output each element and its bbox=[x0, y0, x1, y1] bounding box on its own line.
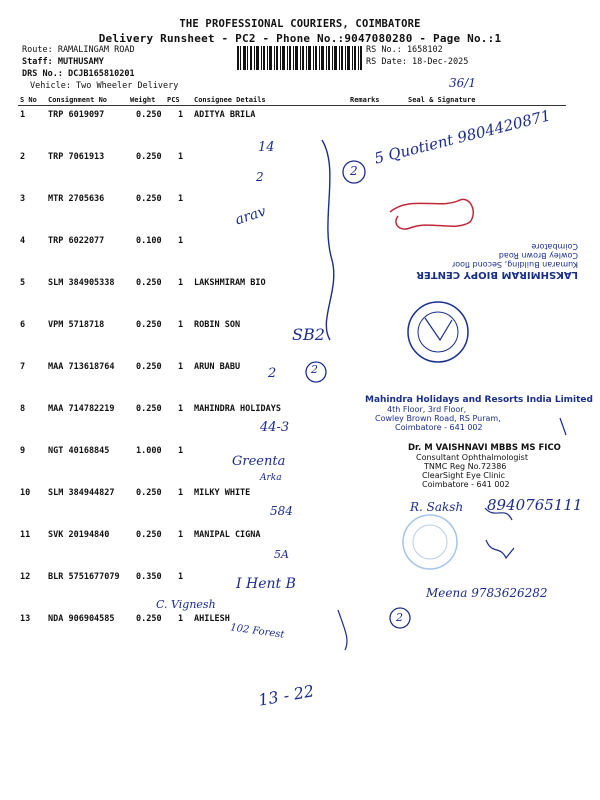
hw-row2: 14 bbox=[258, 140, 275, 155]
row-consignment: SLM 384905338 bbox=[48, 278, 115, 288]
row-sno: 10 bbox=[20, 488, 31, 498]
table-row bbox=[0, 362, 600, 376]
runsheet-subtitle: Delivery Runsheet - PC2 - Phone No.:9047080280 - Page No.:1 bbox=[98, 32, 502, 45]
hw-row7: 2 bbox=[268, 366, 277, 381]
row-sno: 11 bbox=[20, 530, 31, 540]
row-pcs: 1 bbox=[178, 152, 184, 162]
row-pcs: 1 bbox=[178, 362, 184, 372]
row-weight: 0.100 bbox=[136, 236, 162, 246]
row-consignment: MAA 714782219 bbox=[48, 404, 115, 414]
handwritten-count: 36/1 bbox=[449, 76, 476, 90]
hw-row12-sig: C. Vignesh bbox=[156, 598, 216, 611]
row-consignee: MILKY WHITE bbox=[194, 488, 251, 498]
row-consignee: AHILESH bbox=[194, 614, 230, 624]
row-pcs: 1 bbox=[178, 572, 184, 582]
row-consignee: MANIPAL CIGNA bbox=[194, 530, 261, 540]
hw-row1-note: 5 Quotient 9804420871 bbox=[372, 106, 553, 168]
row-pcs: 1 bbox=[178, 404, 184, 414]
row-consignee: LAKSHMIRAM BIO bbox=[194, 278, 266, 288]
row-consignment: MAA 713618764 bbox=[48, 362, 115, 372]
row-weight: 0.350 bbox=[136, 572, 162, 582]
row-pcs: 1 bbox=[178, 320, 184, 330]
row-weight: 0.250 bbox=[136, 194, 162, 204]
row-sno: 12 bbox=[20, 572, 31, 582]
col-consignee: Consignee Details bbox=[194, 96, 266, 104]
row-sno: 6 bbox=[20, 320, 26, 330]
hw-total: 13 - 22 bbox=[256, 681, 316, 710]
row-weight: 0.250 bbox=[136, 110, 162, 120]
row-consignee: ROBIN SON bbox=[194, 320, 241, 330]
table-row bbox=[0, 152, 600, 166]
row-consignee: ADITYA BRILA bbox=[194, 110, 256, 120]
row-weight: 0.250 bbox=[136, 488, 162, 498]
hw-row12: I Hent B bbox=[236, 576, 296, 592]
doctor-stamp: Dr. M VAISHNAVI MBBS MS FICO Consultant Ophthalmologist TNMC Reg No.72386 ClearSight Eye Clinic Coimbatore - 641 002 bbox=[408, 443, 561, 489]
row-sno: 2 bbox=[20, 152, 26, 162]
col-pcs: PCS bbox=[167, 96, 180, 104]
row-pcs: 1 bbox=[178, 110, 184, 120]
table-row bbox=[0, 614, 600, 628]
row-sno: 9 bbox=[20, 446, 26, 456]
rs-number: RS No.: 1658102 bbox=[366, 45, 443, 55]
table-row bbox=[0, 572, 600, 586]
row-pcs: 1 bbox=[178, 194, 184, 204]
hw-row3: arav bbox=[233, 203, 269, 229]
row-consignment: BLR 5751677079 bbox=[48, 572, 120, 582]
row-pcs: 1 bbox=[178, 236, 184, 246]
col-consignment: Consignment No bbox=[48, 96, 108, 104]
hw-row13-circle: 2 bbox=[396, 611, 403, 624]
row-sno: 4 bbox=[20, 236, 26, 246]
col-weight: Weight bbox=[130, 96, 156, 104]
row-consignment: SVK 20194840 bbox=[48, 530, 110, 540]
lakshmiram-stamp: LAKSHMIRAM BIOPY CENTER Kumaran Building, Second floor Cowley Brown Road Coimbatore bbox=[416, 242, 578, 280]
hw-row8: 44-3 bbox=[260, 420, 290, 435]
hw-row13: 102 Forest bbox=[229, 622, 286, 641]
row-consignment: TRP 6019097 bbox=[48, 110, 105, 120]
row-weight: 1.000 bbox=[136, 446, 162, 456]
drs-number: DRS No.: DCJB165810201 bbox=[22, 69, 135, 79]
hw-row9b: Arka bbox=[260, 473, 282, 483]
row-consignment: TRP 6022077 bbox=[48, 236, 105, 246]
row-consignee: ARUN BABU bbox=[194, 362, 241, 372]
staff-label: Staff: MUTHUSAMY bbox=[22, 57, 104, 67]
row-weight: 0.250 bbox=[136, 152, 162, 162]
row-consignment: SLM 384944827 bbox=[48, 488, 115, 498]
hw-row9a: Greenta bbox=[232, 454, 286, 469]
vehicle-label: Vehicle: Two Wheeler Delivery bbox=[30, 81, 179, 91]
row-sno: 7 bbox=[20, 362, 26, 372]
table-row bbox=[0, 530, 600, 544]
header-divider bbox=[18, 105, 566, 106]
hw-row10-sig: R. Saksh bbox=[410, 500, 464, 514]
hw-row11: 5A bbox=[274, 548, 289, 561]
row-weight: 0.250 bbox=[136, 278, 162, 288]
row-consignment: NGT 40168845 bbox=[48, 446, 110, 456]
row-weight: 0.250 bbox=[136, 320, 162, 330]
row-sno: 5 bbox=[20, 278, 26, 288]
row-weight: 0.250 bbox=[136, 530, 162, 540]
row-sno: 1 bbox=[20, 110, 26, 120]
table-row bbox=[0, 278, 600, 292]
row-consignee: MAHINDRA HOLIDAYS bbox=[194, 404, 281, 414]
hw-row2b: 2 bbox=[256, 170, 264, 184]
barcode-icon bbox=[237, 46, 362, 70]
row-weight: 0.250 bbox=[136, 614, 162, 624]
col-seal-signature: Seal & Signature bbox=[408, 96, 476, 104]
hw-row6: SB2 bbox=[292, 325, 325, 344]
row-sno: 8 bbox=[20, 404, 26, 414]
row-weight: 0.250 bbox=[136, 362, 162, 372]
row-consignment: VPM 5718718 bbox=[48, 320, 105, 330]
hw-row10: 584 bbox=[270, 504, 293, 518]
row-consignment: TRP 7061913 bbox=[48, 152, 105, 162]
row-sno: 13 bbox=[20, 614, 31, 624]
row-consignment: MTR 2705636 bbox=[48, 194, 105, 204]
row-pcs: 1 bbox=[178, 614, 184, 624]
row-consignment: NDA 906904585 bbox=[48, 614, 115, 624]
hw-row12-phone: Meena 9783626282 bbox=[426, 586, 548, 600]
hw-row10-phone: 8940765111 bbox=[487, 496, 583, 514]
hw-row7-circle: 2 bbox=[311, 363, 318, 376]
col-sno: S No bbox=[20, 96, 37, 104]
rs-date: RS Date: 18-Dec-2025 bbox=[366, 57, 469, 67]
row-pcs: 1 bbox=[178, 488, 184, 498]
row-sno: 3 bbox=[20, 194, 26, 204]
row-weight: 0.250 bbox=[136, 404, 162, 414]
col-remarks: Remarks bbox=[350, 96, 380, 104]
mahindra-stamp: Mahindra Holidays and Resorts India Limited 4th Floor, 3rd Floor, Cowley Brown Road, RS Puram, Coimbatore - 641 002 bbox=[365, 395, 593, 432]
company-title: THE PROFESSIONAL COURIERS, COIMBATORE bbox=[179, 18, 421, 30]
row-pcs: 1 bbox=[178, 446, 184, 456]
hw-row2-circle: 2 bbox=[350, 164, 358, 178]
row-pcs: 1 bbox=[178, 278, 184, 288]
route-label: Route: RAMALINGAM ROAD bbox=[22, 45, 135, 55]
row-pcs: 1 bbox=[178, 530, 184, 540]
